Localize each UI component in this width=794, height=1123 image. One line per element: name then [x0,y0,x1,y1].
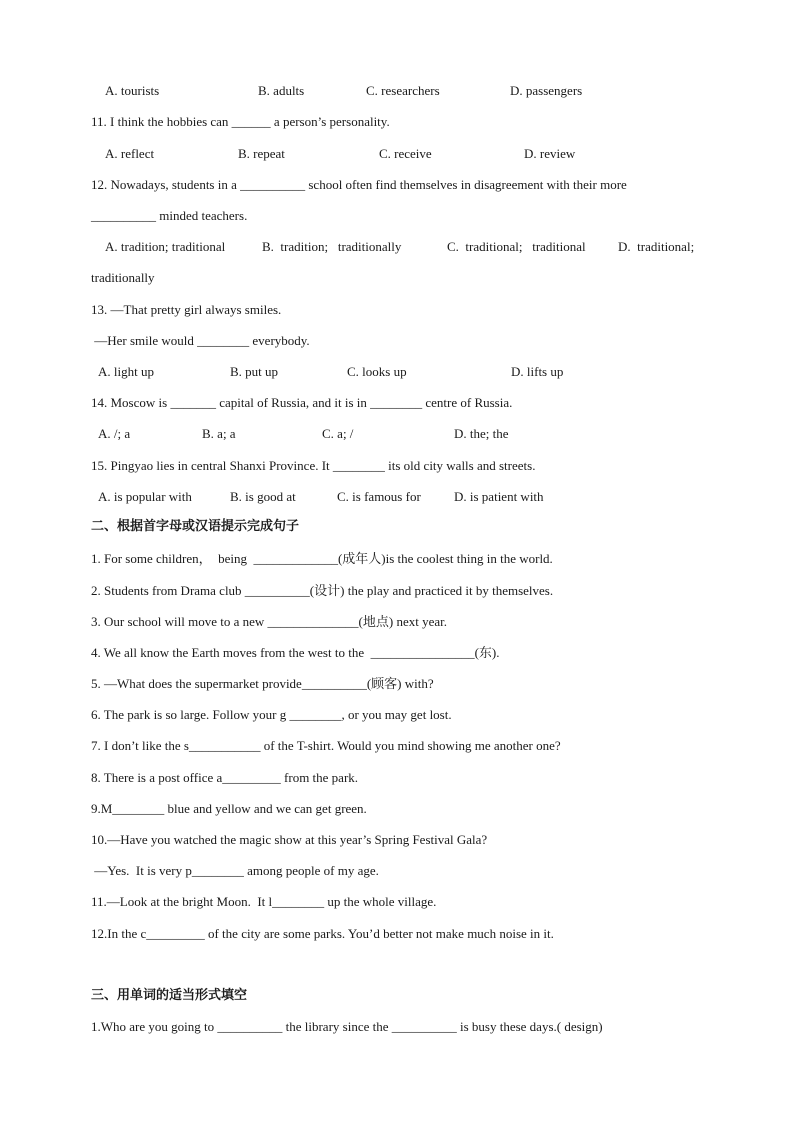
q15-option-c: C. is famous for [337,489,421,504]
section2-item: 11.—Look at the bright Moon. It l________ up the whole village. [91,894,437,909]
section2-item: —Yes. It is very p________ among people of my age. [91,863,379,878]
q11-option-a: A. reflect [105,146,155,161]
q15-option-d: D. is patient with [454,489,544,504]
section2-item: 6. The park is so large. Follow your g ________, or you may get lost. [91,707,452,722]
section2-item: 12.In the c_________ of the city are some parks. You’d better not make much noise in it. [91,926,554,941]
q10-option-d: D. passengers [510,83,583,98]
section2-item: 1. For some children， being _____________(成年人)is the coolest thing in the world. [91,551,553,566]
q15-option-b: B. is good at [230,489,296,504]
section2-item: 2. Students from Drama club __________(设计) the play and practiced it by themselves. [91,583,554,598]
q10-option-a: A. tourists [105,83,160,98]
q13-option-c: C. looks up [347,364,407,379]
section3-item: 1.Who are you going to __________ the library since the __________ is busy these days.( design) [91,1019,603,1034]
q11-option-d: D. review [524,146,576,161]
q11-option-b: B. repeat [238,146,285,161]
section3-heading: 三、用单词的适当形式填空 [91,988,248,1003]
section2-item: 7. I don’t like the s___________ of the T-shirt. Would you mind showing me another one? [91,738,561,753]
q10-option-b: B. adults [258,83,305,98]
q15-option-a: A. is popular with [98,489,192,504]
q14-option-c: C. a; / [322,426,354,441]
q12-option-b: B. tradition; traditionally [262,239,402,254]
q14-option-d: D. the; the [454,426,509,441]
section2-item: 4. We all know the Earth moves from the west to the ________________(东). [91,645,500,660]
q12-option-d: D. traditional; [618,239,695,254]
q12-option-c: C. traditional; traditional [447,239,586,254]
q13-stem-line1: 13. —That pretty girl always smiles. [91,302,282,317]
q12-stem-line2: __________ minded teachers. [91,208,248,223]
q14-stem: 14. Moscow is _______ capital of Russia, and it is in ________ centre of Russia. [91,395,513,410]
q11-stem: 11. I think the hobbies can ______ a person’s personality. [91,114,390,129]
section2-item: 8. There is a post office a_________ from the park. [91,770,359,785]
section2-item: 9.M________ blue and yellow and we can get green. [91,801,367,816]
section2-heading: 二、根据首字母或汉语提示完成句子 [91,519,300,534]
q14-option-b: B. a; a [202,426,236,441]
q13-option-a: A. light up [98,364,154,379]
q12-option-d-continued: traditionally [91,270,155,285]
section2-item: 3. Our school will move to a new ______________(地点) next year. [91,614,447,629]
q10-option-c: C. researchers [366,83,440,98]
q15-stem: 15. Pingyao lies in central Shanxi Province. It ________ its old city walls and streets. [91,458,536,473]
q12-option-a: A. tradition; traditional [105,239,226,254]
q12-stem-line1: 12. Nowadays, students in a __________ school often find themselves in disagreement with their more [91,177,627,192]
q14-option-a: A. /; a [98,426,131,441]
section2-item: 10.—Have you watched the magic show at this year’s Spring Festival Gala? [91,832,488,847]
section2-item: 5. —What does the supermarket provide__________(顾客) with? [91,676,434,691]
q11-option-c: C. receive [379,146,432,161]
q13-option-b: B. put up [230,364,279,379]
q13-stem-line2: —Her smile would ________ everybody. [91,333,310,348]
q13-option-d: D. lifts up [511,364,564,379]
